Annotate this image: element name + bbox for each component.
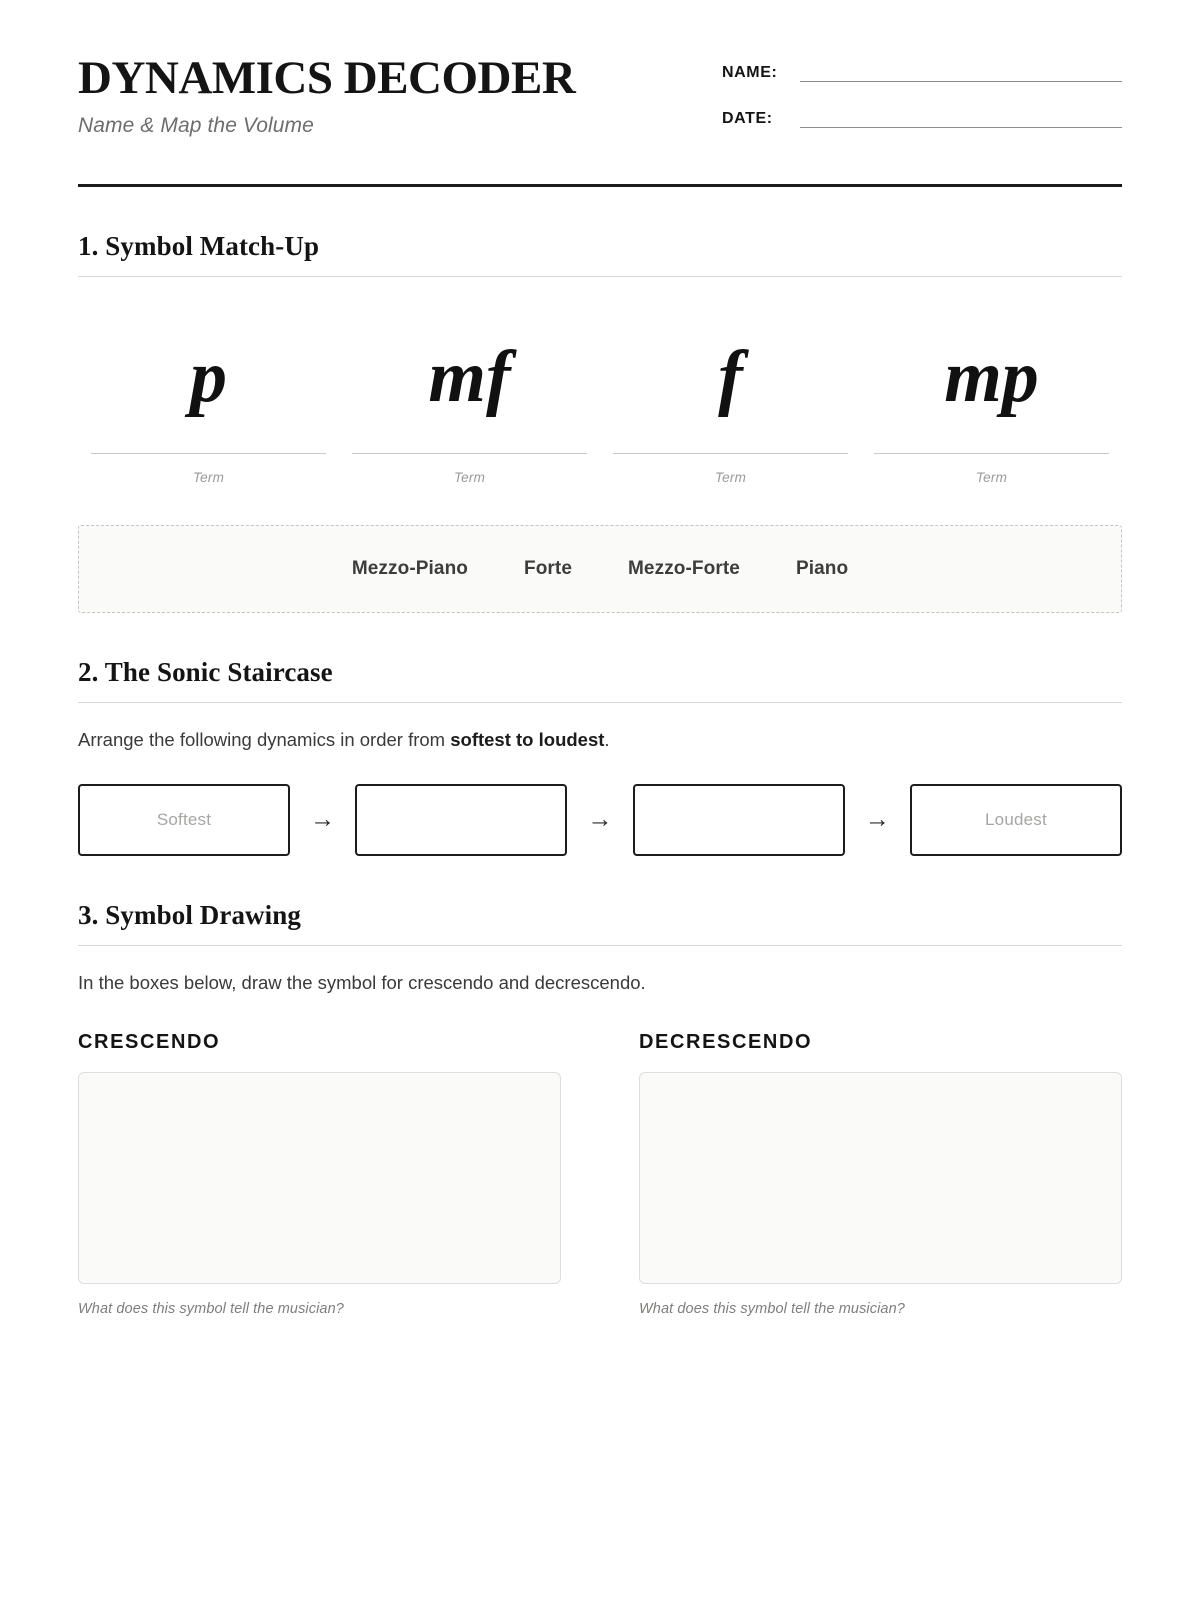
staircase-box-4[interactable] (910, 784, 1122, 856)
section3-divider (78, 945, 1122, 946)
dynamic-symbol-glyph: mp (944, 336, 1039, 419)
symbol-cell (861, 303, 1122, 485)
section2-instructions (78, 727, 1122, 754)
name-field-row (722, 62, 1122, 82)
crescendo-drawing-area[interactable] (78, 1072, 561, 1284)
term-caption: Term (975, 470, 1008, 485)
name-input-line[interactable] (800, 62, 1122, 82)
word-bank-item[interactable]: Mezzo-Forte (628, 558, 740, 579)
word-bank-item[interactable]: Forte (524, 558, 572, 579)
date-field-row (722, 108, 1122, 128)
dynamic-symbol-glyph: mf (428, 336, 511, 419)
arrow-icon: → (864, 805, 890, 834)
section-sonic-staircase (78, 657, 1122, 856)
term-answer-line[interactable] (874, 453, 1109, 454)
decrescendo-column (639, 1031, 1122, 1317)
staircase-box-3[interactable] (633, 784, 845, 856)
term-answer-line[interactable] (352, 453, 587, 454)
staircase-row (78, 784, 1122, 856)
symbol-cell (78, 303, 339, 485)
section2-title: 2. The Sonic Staircase (78, 657, 333, 687)
section2-desc-suffix: . (604, 729, 610, 750)
section1-title: 1. Symbol Match-Up (78, 231, 320, 261)
drawing-grid (78, 1031, 1122, 1317)
student-meta-block (722, 50, 1122, 154)
title-block (78, 50, 575, 138)
word-bank-item[interactable]: Piano (795, 558, 849, 579)
arrow-icon: → (310, 805, 336, 834)
section2-desc-prefix: Arrange the following dynamics in order from (78, 729, 451, 750)
section1-divider (78, 276, 1122, 277)
staircase-box-1[interactable] (78, 784, 290, 856)
symbol-row (78, 303, 1122, 485)
decrescendo-prompt: What does this symbol tell the musician? (639, 1300, 905, 1317)
header-divider (78, 184, 1122, 187)
staircase-box-2[interactable] (355, 784, 567, 856)
term-caption: Term (453, 470, 486, 485)
word-bank-item[interactable]: Mezzo-Piano (351, 558, 468, 579)
date-input-line[interactable] (800, 108, 1122, 128)
section3-instructions: In the boxes below, draw the symbol for crescendo and decrescendo. (78, 971, 646, 993)
term-answer-line[interactable] (613, 453, 848, 454)
decrescendo-label: DECRESCENDO (639, 1030, 813, 1053)
page-subtitle: Name & Map the Volume (78, 114, 314, 138)
section-symbol-drawing (78, 900, 1122, 1317)
section3-title: 3. Symbol Drawing (78, 899, 301, 930)
symbol-cell (339, 303, 600, 485)
page-title: DYNAMICS DECODER (78, 52, 576, 104)
term-answer-line[interactable] (91, 453, 326, 454)
crescendo-column (78, 1031, 561, 1317)
section2-divider (78, 702, 1122, 703)
date-label: DATE: (722, 110, 773, 127)
crescendo-label: CRESCENDO (78, 1030, 221, 1053)
worksheet-header (78, 50, 1122, 154)
arrow-icon: → (587, 805, 613, 834)
section2-desc-emphasis: softest to loudest (450, 729, 605, 750)
name-label: NAME: (722, 64, 778, 81)
crescendo-prompt: What does this symbol tell the musician? (78, 1300, 344, 1317)
dynamic-symbol-glyph: f (718, 336, 743, 419)
symbol-cell (600, 303, 861, 485)
staircase-box-4-placeholder: Loudest (985, 809, 1047, 829)
term-caption: Term (714, 470, 747, 485)
section-symbol-match-up (78, 231, 1122, 613)
decrescendo-drawing-area[interactable] (639, 1072, 1122, 1284)
staircase-box-1-placeholder: Softest (156, 809, 212, 829)
term-caption: Term (192, 470, 225, 485)
word-bank (78, 525, 1122, 613)
dynamic-symbol-glyph: p (190, 336, 227, 419)
